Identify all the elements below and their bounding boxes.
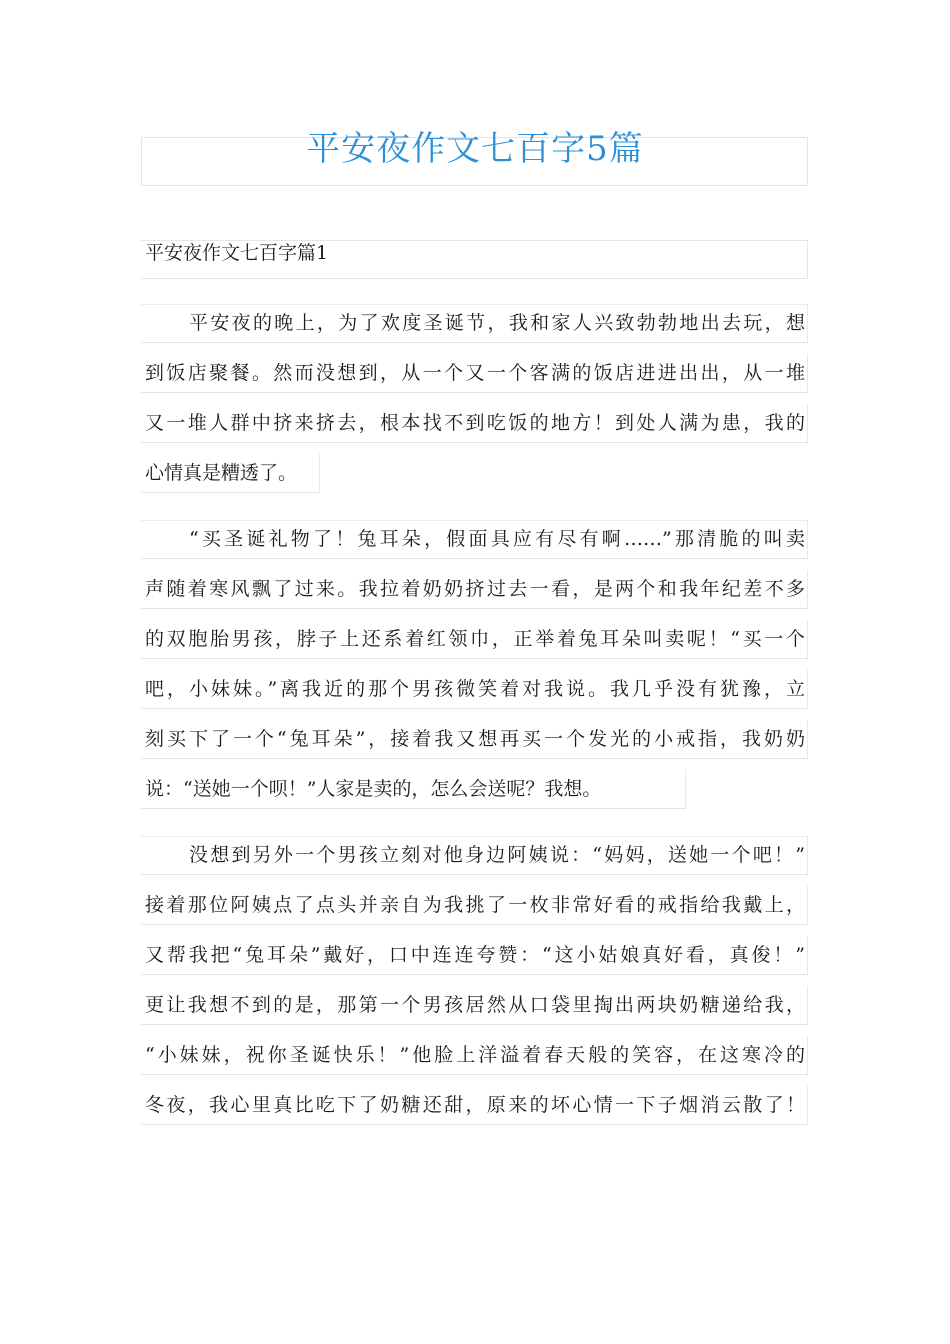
paragraph-line: “小妹妹，祝你圣诞快乐！”他脸上洋溢着春天般的笑容，在这寒冷的 <box>145 1040 805 1090</box>
paragraph-line: 又帮我把“兔耳朵”戴好，口中连连夸赞：“这小姑娘真好看，真俊！” <box>145 940 805 990</box>
paragraph-line: 冬夜，我心里真比吃下了奶糖还甜，原来的坏心情一下子烟消云散了！ <box>145 1090 805 1140</box>
paragraph-line: 吧，小妹妹。”离我近的那个男孩微笑着对我说。我几乎没有犹豫，立 <box>145 674 805 724</box>
paragraph-line: 心情真是糟透了。 <box>145 458 317 508</box>
paragraph-line: 说：“送她一个呗！”人家是卖的，怎么会送呢？我想。 <box>145 774 683 824</box>
paragraph-line: 到饭店聚餐。然而没想到，从一个又一个客满的饭店进进出出，从一堆 <box>145 358 805 408</box>
paragraph-3 <box>145 840 805 1140</box>
paragraph-1 <box>145 308 805 508</box>
paragraph-2 <box>145 524 805 824</box>
paragraph-line: “买圣诞礼物了！兔耳朵，假面具应有尽有啊……”那清脆的叫卖 <box>145 524 805 574</box>
document-title: 平安夜作文七百字5篇 <box>306 129 644 169</box>
paragraph-line: 的双胞胎男孩，脖子上还系着红领巾，正举着兔耳朵叫卖呢！“买一个 <box>145 624 805 674</box>
paragraph-line: 没想到另外一个男孩立刻对他身边阿姨说：“妈妈，送她一个吧！” <box>145 840 805 890</box>
paragraph-line: 声随着寒风飘了过来。我拉着奶奶挤过去一看，是两个和我年纪差不多 <box>145 574 805 624</box>
paragraph-line: 接着那位阿姨点了点头并亲自为我挑了一枚非常好看的戒指给我戴上， <box>145 890 805 940</box>
paragraph-line: 平安夜的晚上，为了欢度圣诞节，我和家人兴致勃勃地出去玩，想 <box>145 308 805 358</box>
paragraph-line: 又一堆人群中挤来挤去，根本找不到吃饭的地方！到处人满为患，我的 <box>145 408 805 458</box>
paragraph-line: 刻买下了一个“兔耳朵”，接着我又想再买一个发光的小戒指，我奶奶 <box>145 724 805 774</box>
paragraph-line: 更让我想不到的是，那第一个男孩居然从口袋里掏出两块奶糖递给我， <box>145 990 805 1040</box>
section-heading: 平安夜作文七百字篇1 <box>145 242 329 264</box>
